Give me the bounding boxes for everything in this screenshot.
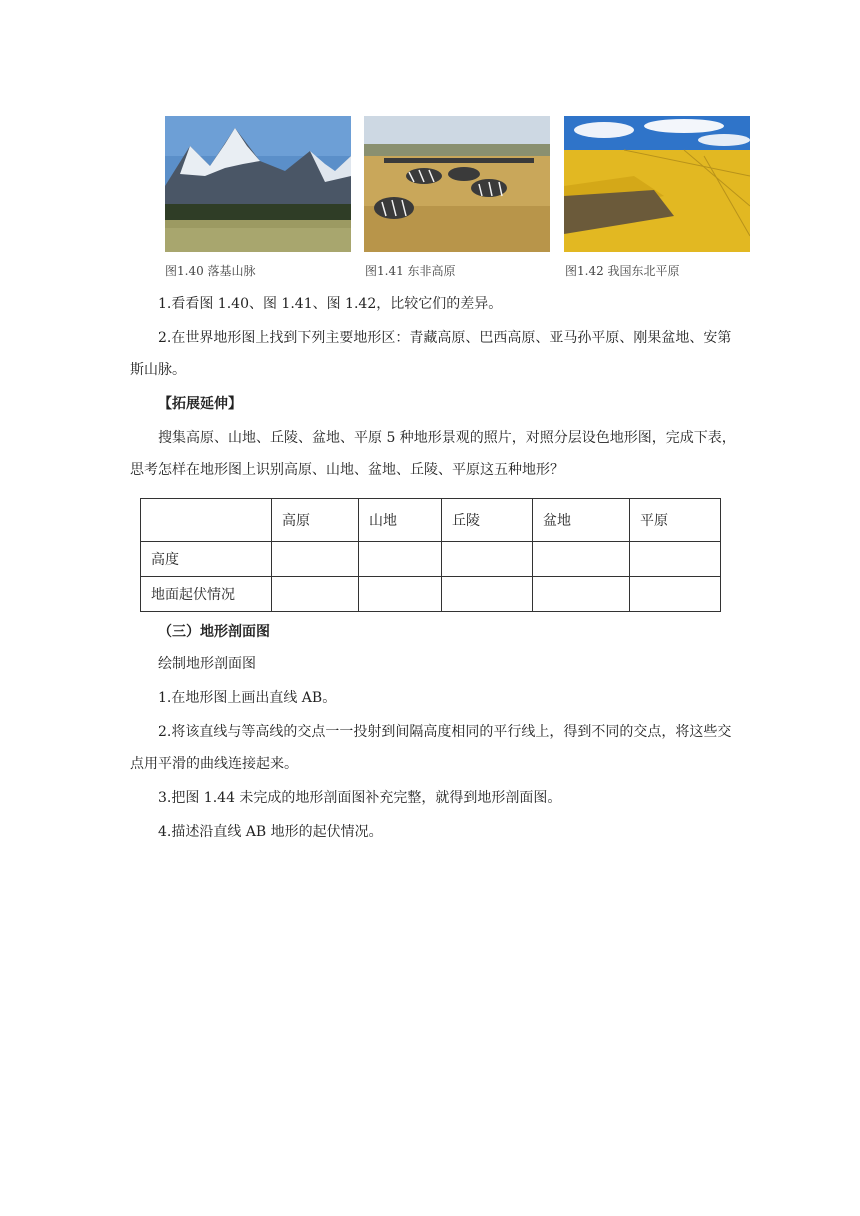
task-paragraph: 2.在世界地形图上找到下列主要地形区：青藏高原、巴西高原、亚马孙平原、刚果盆地、安第斯山脉。 xyxy=(130,330,732,378)
figure-caption: 图1.41 东非高原 xyxy=(365,264,456,278)
table-cell: 盆地 xyxy=(533,499,630,542)
table-row xyxy=(141,542,721,577)
table-header-row xyxy=(141,499,721,542)
table-cell xyxy=(359,542,442,577)
table-cell xyxy=(141,499,272,542)
step-paragraph: 3.把图 1.44 未完成的地形剖面图补充完整，就得到地形剖面图。 xyxy=(158,790,562,806)
table-cell xyxy=(272,577,359,612)
table-cell: 高原 xyxy=(272,499,359,542)
step-paragraph: 1.在地形图上画出直线 AB。 xyxy=(158,690,337,706)
figure-captions xyxy=(165,262,750,280)
step-paragraph: 2.将该直线与等高线的交点一一投射到间隔高度相同的平行线上，得到不同的交点，将这些交点用平滑的曲线连接起来。 xyxy=(130,724,732,772)
east-african-plateau-photo xyxy=(364,116,550,252)
table-cell xyxy=(359,577,442,612)
section-heading: 【拓展延伸】 xyxy=(158,396,242,412)
table-cell xyxy=(630,577,721,612)
section-subtitle: 绘制地形剖面图 xyxy=(158,656,256,672)
intro-paragraph: 搜集高原、山地、丘陵、盆地、平原 5 种地形景观的照片，对照分层设色地形图，完成下表，思考怎样在地形图上识别高原、山地、盆地、丘陵、平原这五种地形？ xyxy=(130,430,736,478)
table-cell xyxy=(442,577,533,612)
table-cell: 平原 xyxy=(630,499,721,542)
figure-caption: 图1.40 落基山脉 xyxy=(165,264,256,278)
figure-photos xyxy=(165,116,750,252)
table-cell xyxy=(272,542,359,577)
table-cell xyxy=(630,542,721,577)
table-row xyxy=(141,577,721,612)
rocky-mountains-photo xyxy=(165,116,351,252)
table-cell xyxy=(533,542,630,577)
figure-caption: 图1.42 我国东北平原 xyxy=(565,264,680,278)
table-cell: 山地 xyxy=(359,499,442,542)
step-paragraph: 4.描述沿直线 AB 地形的起伏情况。 xyxy=(158,824,383,840)
table-cell: 丘陵 xyxy=(442,499,533,542)
table-cell xyxy=(533,577,630,612)
table-cell: 地面起伏情况 xyxy=(141,577,272,612)
landform-table xyxy=(140,498,721,612)
section-heading: （三）地形剖面图 xyxy=(158,624,270,640)
table-cell: 高度 xyxy=(141,542,272,577)
task-paragraph: 1.看看图 1.40、图 1.41、图 1.42，比较它们的差异。 xyxy=(158,296,503,312)
table-cell xyxy=(442,542,533,577)
northeast-china-plain-photo xyxy=(564,116,750,252)
